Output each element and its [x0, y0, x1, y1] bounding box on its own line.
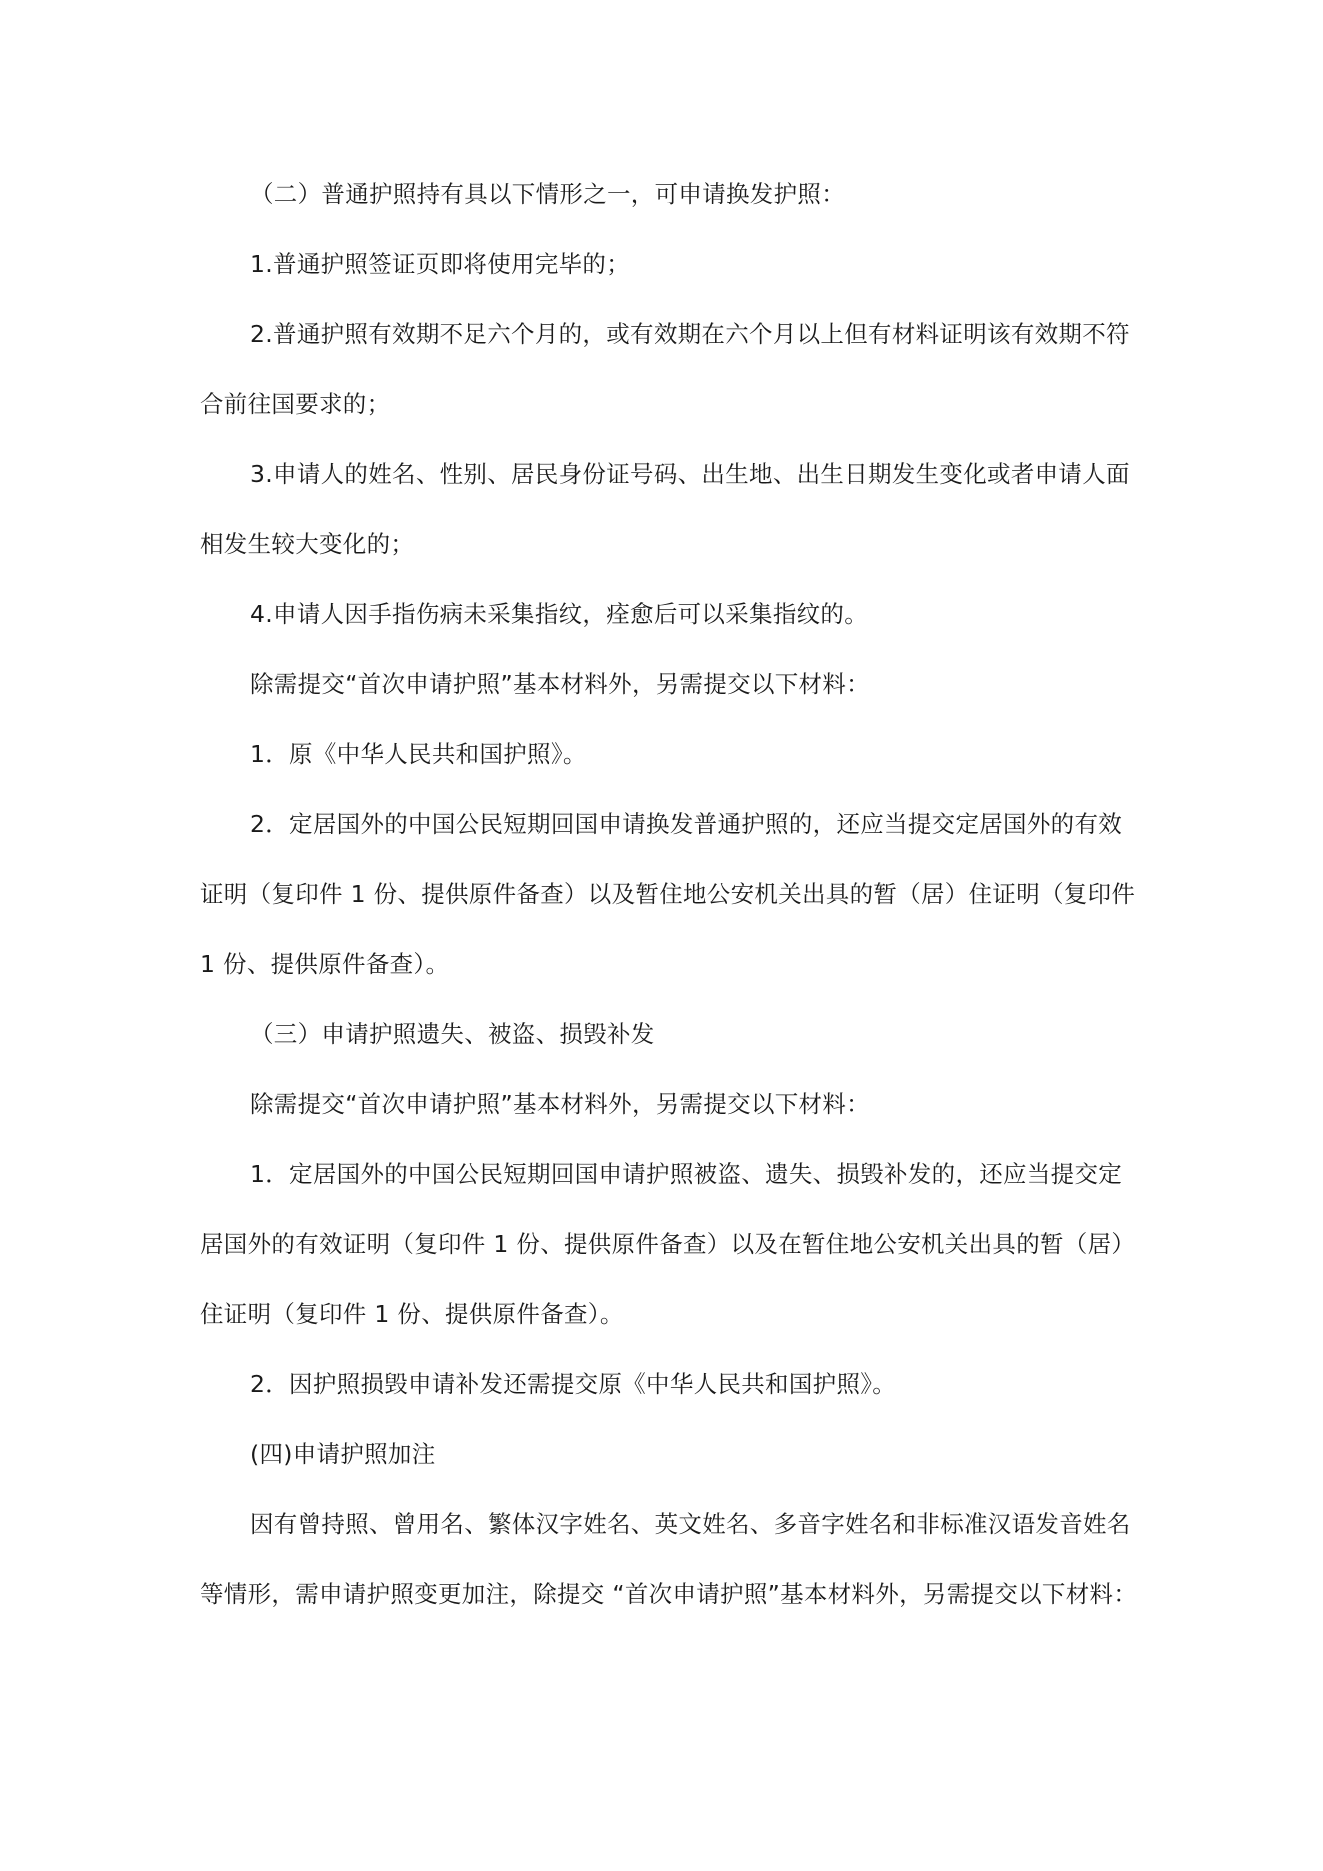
list-item: 3.申请人的姓名、性别、居民身份证号码、出生地、出生日期发生变化或者申请人面: [250, 460, 1130, 488]
paragraph-line: 证明（复印件 1 份、提供原件备查）以及暂住地公安机关出具的暂（居）住证明（复印件: [200, 880, 1136, 908]
section-heading-reissue: （三）申请护照遗失、被盗、损毁补发: [250, 1020, 655, 1048]
paragraph-line: 相发生较大变化的；: [200, 530, 415, 558]
paragraph-line: 合前往国要求的；: [200, 390, 391, 418]
list-item: 2．因护照损毁申请补发还需提交原《中华人民共和国护照》。: [250, 1370, 897, 1398]
list-item: 4.申请人因手指伤病未采集指纹，痊愈后可以采集指纹的。: [250, 600, 869, 628]
section-heading-endorsement: (四)申请护照加注: [250, 1440, 436, 1468]
paragraph-line: 住证明（复印件 1 份、提供原件备查）。: [200, 1300, 624, 1328]
paragraph-line: 除需提交“首次申请护照”基本材料外，另需提交以下材料：: [250, 670, 870, 698]
paragraph-line: 除需提交“首次申请护照”基本材料外，另需提交以下材料：: [250, 1090, 870, 1118]
list-item: 1.普通护照签证页即将使用完毕的；: [250, 250, 631, 278]
list-item: 1．定居国外的中国公民短期回国申请护照被盗、遗失、损毁补发的，还应当提交定: [250, 1160, 1123, 1188]
paragraph-line: 1 份、提供原件备查）。: [200, 950, 450, 978]
list-item: 2.普通护照有效期不足六个月的，或有效期在六个月以上但有材料证明该有效期不符: [250, 320, 1130, 348]
paragraph-line: 居国外的有效证明（复印件 1 份、提供原件备查）以及在暂住地公安机关出具的暂（居）: [200, 1230, 1136, 1258]
list-item: 1．原《中华人民共和国护照》。: [250, 740, 587, 768]
paragraph-line: 等情形，需申请护照变更加注，除提交 “首次申请护照”基本材料外，另需提交以下材料：: [200, 1580, 1138, 1608]
paragraph-line: 因有曾持照、曾用名、繁体汉字姓名、英文姓名、多音字姓名和非标准汉语发音姓名: [250, 1510, 1131, 1538]
list-item: 2．定居国外的中国公民短期回国申请换发普通护照的，还应当提交定居国外的有效: [250, 810, 1123, 838]
section-heading-renewal: （二）普通护照持有具以下情形之一，可申请换发护照：: [250, 180, 845, 208]
